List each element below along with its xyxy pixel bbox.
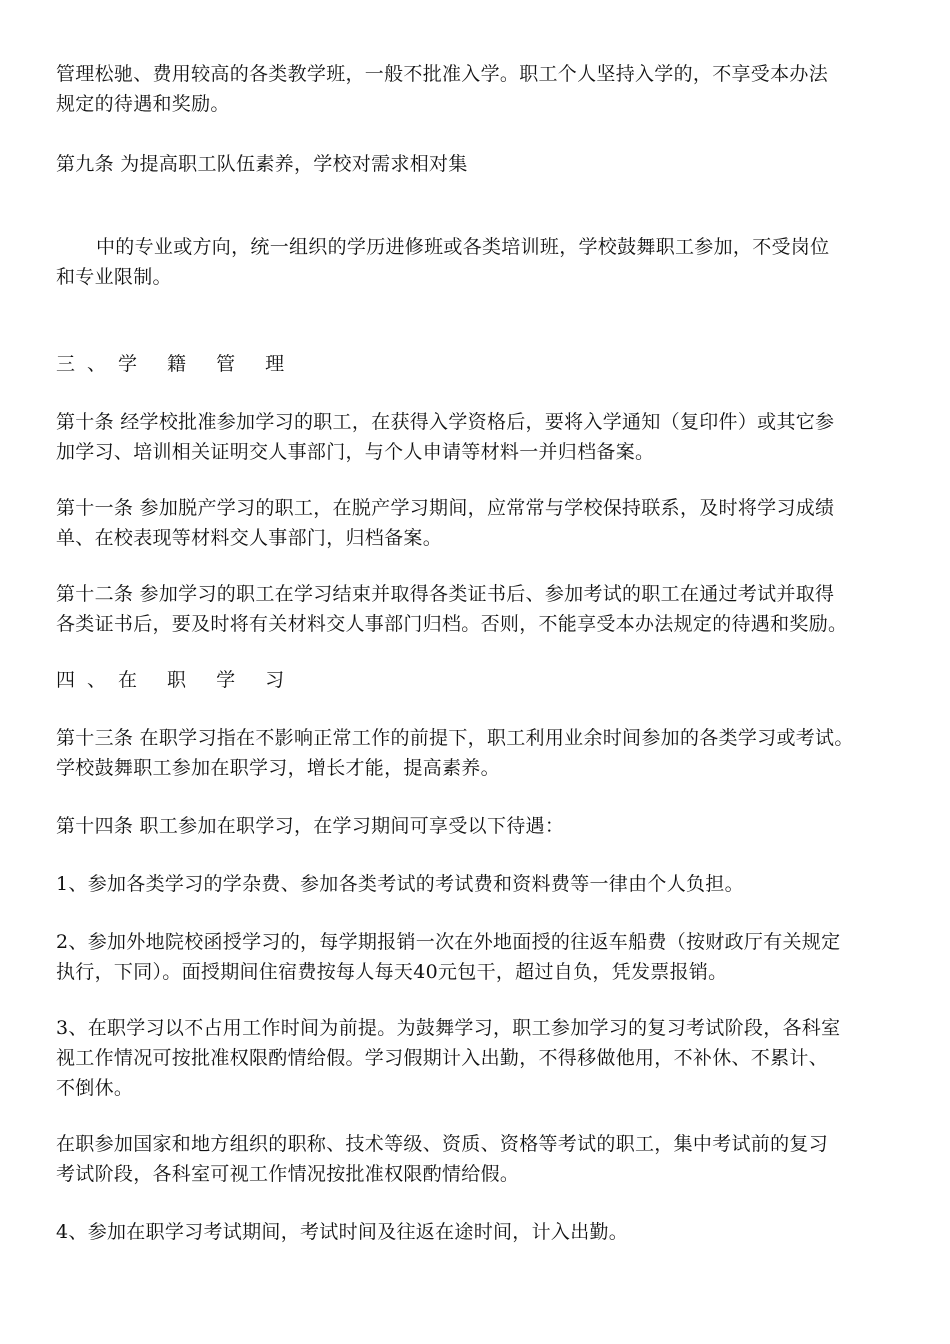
text-line: 加学习、培训相关证明交人事部门，与个人申请等材料一并归档备案。 <box>56 441 655 463</box>
article-11: 第十一条 参加脱产学习的职工，在脱产学习期间，应常常与学校保持联系，及时将学习成绩 <box>56 497 835 519</box>
text-line: 各类证书后，要及时将有关材料交人事部门归档。否则，不能享受本办法规定的待遇和奖励。 <box>56 613 848 635</box>
text-line: 学校鼓舞职工参加在职学习，增长才能，提高素养。 <box>56 757 500 779</box>
list-item-4: 4、参加在职学习考试期间，考试时间及往返在途时间，计入出勤。 <box>56 1221 629 1243</box>
text-line: 和专业限制。 <box>56 266 172 288</box>
text-line: 执行，下同）。面授期间住宿费按每人每天40元包干，超过自负，凭发票报销。 <box>56 961 728 983</box>
text-line: 中的专业或方向，统一组织的学历进修班或各类培训班，学校鼓舞职工参加，不受岗位 <box>96 236 830 258</box>
text-line: 规定的待遇和奖励。 <box>56 93 230 115</box>
article-9-heading: 第九条 为提高职工队伍素养，学校对需求相对集 <box>56 153 468 175</box>
list-item-1: 1、参加各类学习的学杂费、参加各类考试的考试费和资料费等一律由个人负担。 <box>56 873 744 895</box>
article-13: 第十三条 在职学习指在不影响正常工作的前提下，职工利用业余时间参加的各类学习或考试。 <box>56 727 854 749</box>
paragraph: 在职参加国家和地方组织的职称、技术等级、资质、资格等考试的职工，集中考试前的复习 <box>56 1133 829 1155</box>
article-12: 第十二条 参加学习的职工在学习结束并取得各类证书后、参加考试的职工在通过考试并取得 <box>56 583 835 605</box>
text-line: 管理松驰、费用较高的各类教学班，一般不批准入学。职工个人坚持入学的，不享受本办法 <box>56 63 829 85</box>
text-line: 不倒休。 <box>56 1077 134 1099</box>
list-item-2: 2、参加外地院校函授学习的，每学期报销一次在外地面授的往返车船费（按财政厅有关规定 <box>56 931 841 953</box>
article-10: 第十条 经学校批准参加学习的职工，在获得入学资格后，要将入学通知（复印件）或其它参 <box>56 411 835 433</box>
section-heading-4: 四、在 职 学 习 <box>56 669 297 691</box>
text-line: 单、在校表现等材料交人事部门，归档备案。 <box>56 527 443 549</box>
text-line: 考试阶段，各科室可视工作情况按批准权限酌情给假。 <box>56 1163 520 1185</box>
article-14: 第十四条 职工参加在职学习，在学习期间可享受以下待遇： <box>56 815 565 837</box>
section-heading-3: 三、学 籍 管 理 <box>56 353 297 375</box>
list-item-3: 3、在职学习以不占用工作时间为前提。为鼓舞学习，职工参加学习的复习考试阶段，各科室 <box>56 1017 841 1039</box>
text-line: 视工作情况可按批准权限酌情给假。学习假期计入出勤，不得移做他用，不补休、不累计、 <box>56 1047 829 1069</box>
